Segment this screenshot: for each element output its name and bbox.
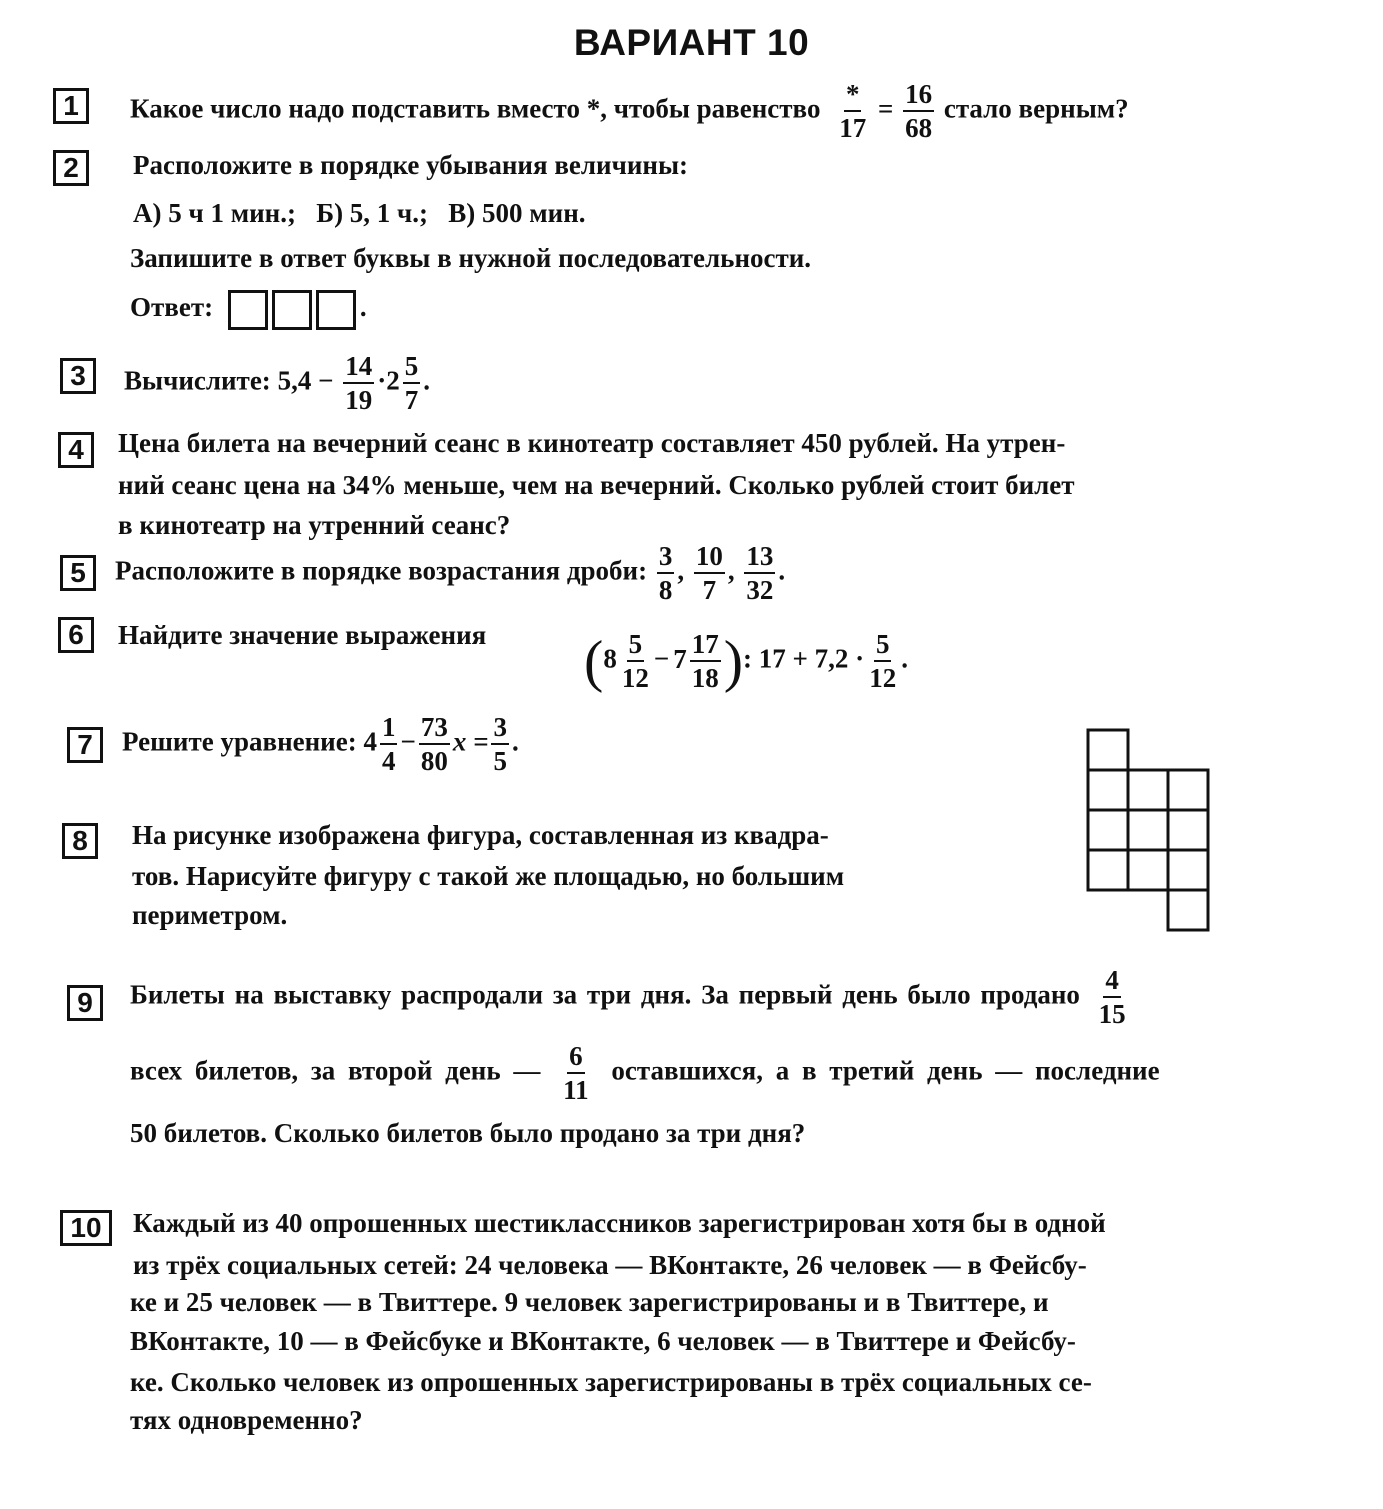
task-7-label: Решите уравнение: [122, 726, 357, 757]
task-7-text [122, 713, 519, 776]
task-9-line-2 [130, 1042, 1160, 1105]
task-6-rest: : 17 + 7,2 · [743, 643, 865, 674]
fraction-denominator: 7 [702, 575, 717, 606]
task-2-answer [130, 290, 367, 330]
task-number-4: 4 [58, 432, 94, 468]
task-6-label: Найдите значение выражения [118, 620, 487, 650]
figure-square [1128, 770, 1168, 810]
task-6-fraction-1 [620, 630, 651, 693]
separator: , [727, 555, 735, 586]
task-number-1: 1 [53, 88, 89, 124]
figure-square [1088, 850, 1128, 890]
fraction-numerator: 17 [690, 630, 721, 662]
answer-end-dot: . [359, 292, 367, 323]
fraction-numerator: 3 [491, 713, 509, 745]
fraction-denominator: 18 [691, 663, 719, 694]
fraction-denominator: 4 [381, 746, 396, 777]
task-7-fraction-2 [419, 713, 450, 776]
fraction-denominator: 12 [621, 663, 649, 694]
fraction-denominator: 17 [839, 113, 867, 144]
fraction-numerator: 6 [567, 1042, 585, 1074]
task-9-text-2b: оставшихся, а в третий день — последние [611, 1055, 1160, 1086]
task-10-line-2: из трёх социальных сетей: 24 человека — ВКонтакте, 26 человек — в Фейсбу- [133, 1250, 1087, 1280]
fraction-denominator: 19 [345, 385, 373, 416]
task-number-5: 5 [60, 555, 96, 591]
end-dot: . [778, 555, 786, 586]
figure-square [1128, 850, 1168, 890]
mixed-whole: 8 [603, 643, 617, 674]
fraction-denominator: 11 [563, 1075, 589, 1106]
task-5-fraction-2 [694, 542, 725, 605]
task-1-fraction-1 [837, 80, 868, 143]
task-1-text [130, 80, 1129, 143]
task-6-fraction-3 [867, 630, 898, 693]
task-7-fraction-1 [380, 713, 398, 776]
equals-sign: = [877, 93, 894, 124]
task-9-line-3: 50 билетов. Сколько билетов было продано за три дня? [130, 1118, 806, 1148]
answer-box-3[interactable] [316, 290, 356, 330]
fraction-denominator: 7 [404, 385, 419, 416]
task-10-line-5: ке. Сколько человек из опрошенных зарегистрированы в трёх социальных се- [130, 1367, 1092, 1397]
task-10-line-3: ке и 25 человек — в Твиттере. 9 человек зарегистрированы и в Твиттере, и [130, 1287, 1049, 1317]
multiply-dot: · [377, 365, 387, 396]
figure-square [1088, 770, 1128, 810]
task-10-line-6: тях одновременно? [130, 1405, 363, 1435]
fraction-numerator: 13 [744, 542, 775, 574]
figure-square [1088, 810, 1128, 850]
figure-square [1168, 890, 1208, 930]
figure-square [1128, 810, 1168, 850]
task-6-fraction-2 [690, 630, 721, 693]
task-9-fraction-1 [1097, 966, 1128, 1029]
end-dot: . [901, 643, 908, 674]
fraction-numerator: 4 [1103, 966, 1121, 998]
task-8-line-1: На рисунке изображена фигура, составленная из квадра- [132, 820, 829, 850]
answer-box-2[interactable] [272, 290, 312, 330]
end-dot: . [511, 726, 519, 757]
fraction-numerator: 5 [403, 352, 421, 384]
task-3-label: Вычислите: [124, 365, 271, 396]
end-dot: . [423, 365, 430, 396]
task-3-term: 5,4 − [277, 365, 334, 396]
task-9-text-2a: всех билетов, за второй день — [130, 1055, 541, 1086]
task-2-line-3: Запишите в ответ буквы в нужной последовательности. [130, 243, 812, 273]
fraction-numerator: 1 [380, 713, 398, 745]
task-8-figure [1080, 726, 1220, 936]
open-paren: ( [584, 628, 604, 694]
mixed-whole: 2 [386, 365, 400, 396]
task-1-text-after: стало верным? [943, 93, 1129, 124]
fraction-denominator: 68 [905, 113, 933, 144]
fraction-numerator: 14 [343, 352, 374, 384]
task-10-line-1: Каждый из 40 опрошенных шестиклассников зарегистрирован хотя бы в одной [133, 1208, 1106, 1238]
task-10-line-4: ВКонтакте, 10 — в Фейсбуке и ВКонтакте, 6 человек — в Твиттере и Фейсбу- [130, 1326, 1076, 1356]
task-7-fraction-3 [491, 713, 509, 776]
figure-square [1168, 810, 1208, 850]
task-5-text [115, 542, 785, 605]
task-number-8: 8 [62, 823, 98, 859]
task-2-line-1: Расположите в порядке убывания величины: [133, 150, 689, 180]
task-number-10: 10 [60, 1210, 112, 1246]
separator: , [677, 555, 685, 586]
fraction-numerator: 5 [627, 630, 645, 662]
task-5-label: Расположите в порядке возрастания дроби: [115, 555, 648, 586]
task-9-text-1: Билеты на выставку распродали за три дня. За первый день было продано [130, 979, 1080, 1010]
task-1-text-before: Какое число надо подставить вместо *, чтобы равенство [130, 93, 821, 124]
fraction-denominator: 12 [869, 663, 897, 694]
fraction-numerator: 16 [903, 80, 934, 112]
task-9-fraction-2 [561, 1042, 591, 1105]
task-3-text [124, 352, 430, 415]
task-6-expression [584, 630, 908, 693]
fraction-denominator: 8 [658, 575, 673, 606]
fraction-denominator: 32 [746, 575, 774, 606]
task-number-3: 3 [60, 358, 96, 394]
close-paren: ) [723, 628, 744, 694]
minus-sign: − [653, 643, 670, 674]
task-number-9: 9 [67, 985, 103, 1021]
task-2-options: А) 5 ч 1 мин.; Б) 5, 1 ч.; В) 500 мин. [133, 198, 586, 228]
fraction-denominator: 15 [1098, 999, 1126, 1030]
task-4-line-1: Цена билета на вечерний сеанс в кинотеатр составляет 450 рублей. На утрен- [118, 428, 1066, 458]
task-8-line-3: периметром. [132, 900, 288, 930]
task-3-mixed-fraction [403, 352, 421, 415]
task-number-2: 2 [53, 150, 89, 186]
fraction-denominator: 80 [420, 746, 448, 777]
figure-square [1088, 730, 1128, 770]
fraction-numerator: 10 [694, 542, 725, 574]
mixed-whole: 4 [363, 726, 377, 757]
task-5-fraction-3 [744, 542, 775, 605]
fraction-numerator: 3 [657, 542, 675, 574]
task-4-line-2: ний сеанс цена на 34% меньше, чем на вечерний. Сколько рублей стоит билет [118, 470, 1075, 500]
task-1-fraction-2 [903, 80, 934, 143]
answer-label: Ответ: [130, 292, 214, 323]
task-3-fraction [343, 352, 374, 415]
figure-square [1168, 850, 1208, 890]
fraction-numerator: 73 [419, 713, 450, 745]
fraction-denominator: 5 [493, 746, 507, 777]
page-title: ВАРИАНТ 10 [573, 22, 810, 63]
minus-sign: − [400, 726, 416, 757]
task-4-line-3: в кинотеатр на утренний сеанс? [118, 510, 511, 540]
fraction-numerator: * [844, 80, 862, 112]
task-8-line-2: тов. Нарисуйте фигуру с такой же площадью, но большим [132, 861, 845, 891]
task-number-6: 6 [58, 617, 94, 653]
fraction-numerator: 5 [874, 630, 892, 662]
task-number-7: 7 [67, 727, 103, 763]
task-5-fraction-1 [657, 542, 675, 605]
answer-box-1[interactable] [228, 290, 268, 330]
figure-square [1168, 770, 1208, 810]
variable-x: x = [452, 726, 489, 757]
task-9-line-1 [130, 966, 1131, 1029]
mixed-whole: 7 [673, 643, 687, 674]
